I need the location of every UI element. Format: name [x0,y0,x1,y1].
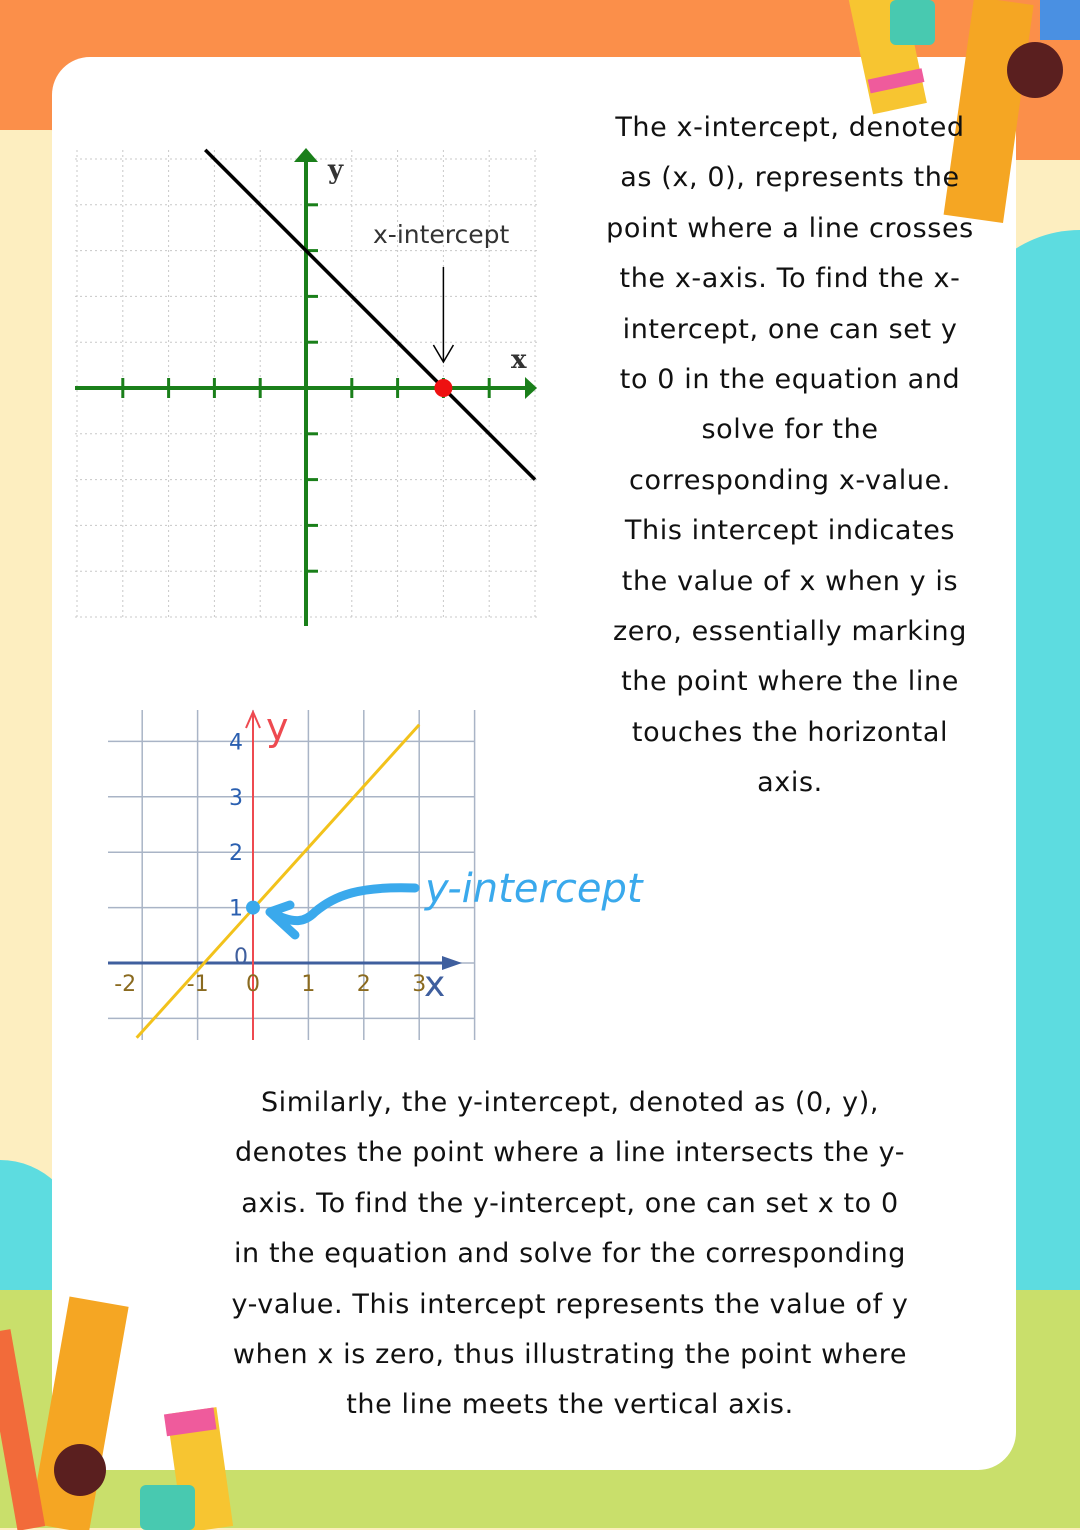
x-tick-label: -1 [186,972,209,997]
paragraph-line: solve for the [701,414,879,446]
line-plot [137,725,420,1038]
x-tick-label: 2 [356,972,371,997]
paragraph-line: The x-intercept, denoted [615,112,965,143]
x-axis-label: x [511,345,527,375]
paragraph-line: y-value. This intercept represents the value of y [231,1288,909,1320]
paragraph-line: in the equation and solve for the corresponding [233,1238,907,1270]
y-tick-label: 1 [229,896,243,922]
y-tick-label: 0 [234,945,248,970]
x-tick-label: -2 [114,972,137,997]
paragraph-line: zero, essentially marking [613,616,967,648]
x-intercept-chart [70,140,550,640]
x-tick-label: 1 [301,972,316,997]
paragraph-line: point where a line crosses [606,212,974,244]
y-axis-label: y [328,155,344,185]
y-axis-arrow [294,148,318,162]
paragraph-line: axis. To find the y-intercept, one can set x to 0 [241,1187,899,1219]
paragraph-line: as (x, 0), represents the [620,162,960,194]
paragraph-line: the line meets the vertical axis. [346,1389,794,1421]
paragraph-line: corresponding x-value. [629,464,951,496]
x-intercept-point [434,379,452,397]
paragraph-line: the x-axis. To find the x- [619,263,961,295]
y-tick-label: 3 [229,785,243,811]
y-intercept-paragraph [160,1078,980,1431]
y-tick-label: 2 [229,841,243,867]
x-axis-label: x [424,964,446,1005]
annotation-label: y-intercept [425,866,643,912]
y-axis-label: y [266,705,289,749]
paragraph-line: axis. [757,767,823,799]
annotation-arrow [270,888,415,935]
paragraph-line: Similarly, the y-intercept, denoted as (0, y), [260,1087,880,1118]
x-intercept-paragraph [560,103,1020,809]
y-intercept-point [246,901,260,915]
paragraph-line: the point where the line [621,666,959,698]
paragraph-line: to 0 in the equation and [619,364,961,396]
paragraph-line: This intercept indicates [624,515,956,547]
paragraph-line: the value of x when y is [621,565,959,597]
paragraph-line: denotes the point where a line intersects the y- [234,1137,906,1169]
x-tick-label: 0 [246,972,260,997]
x-tick-label: 3 [412,972,427,997]
paragraph-line: intercept, one can set y [622,313,958,345]
line-plot [205,150,535,480]
annotation-label: x-intercept [373,220,510,249]
paragraph-line: touches the horizontal [631,716,949,748]
y-tick-label: 4 [229,730,243,756]
paragraph-line: when x is zero, thus illustrating the point where [232,1339,908,1371]
